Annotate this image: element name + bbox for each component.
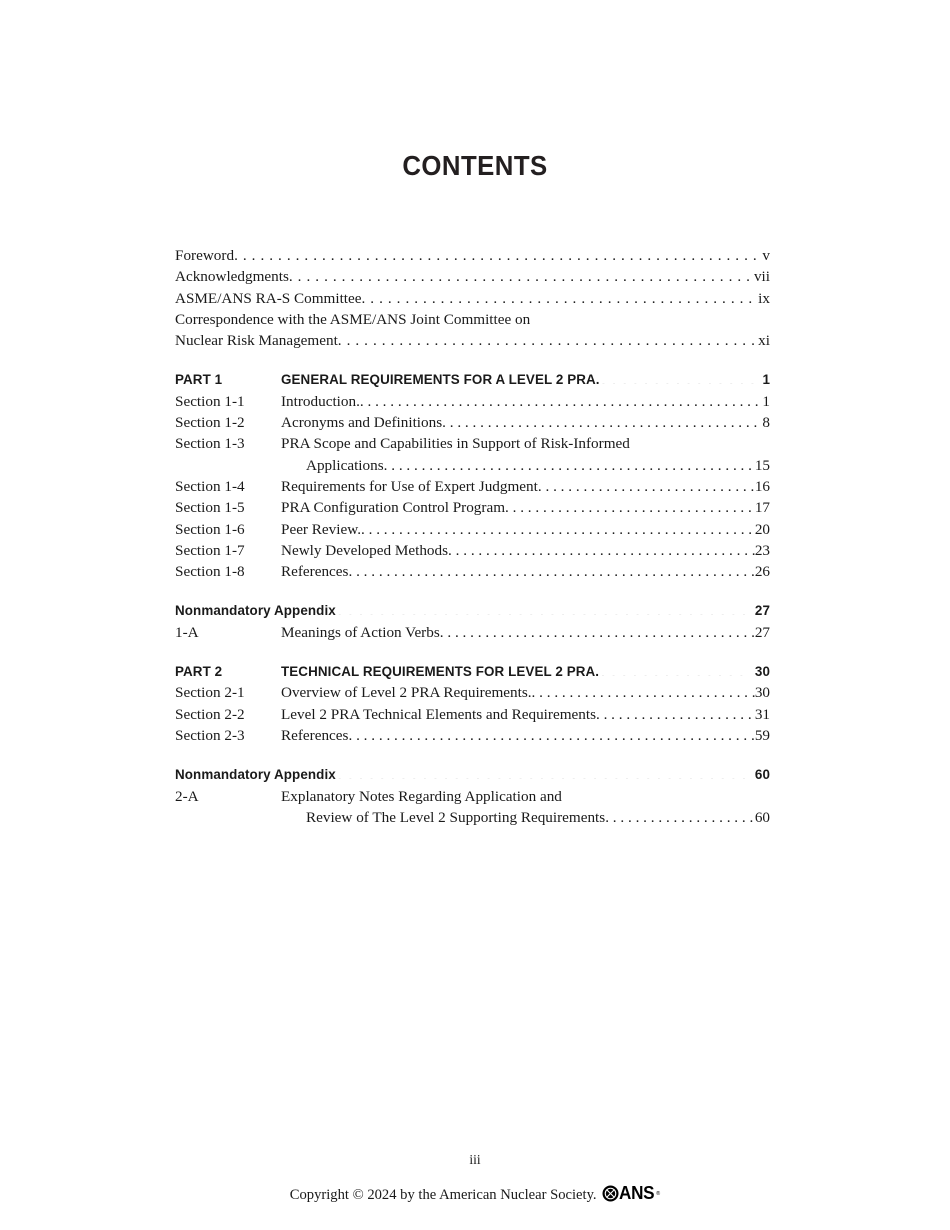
part-1-block xyxy=(175,369,770,582)
toc-page-number: 31 xyxy=(754,705,770,723)
toc-page-number: 27 xyxy=(754,623,770,641)
ans-logo xyxy=(602,1183,661,1204)
toc-entry-appendix-2-a[interactable] xyxy=(175,786,770,829)
toc-entry-label: Section 1-6 xyxy=(175,520,245,538)
dot-leader xyxy=(596,704,755,719)
dot-leader xyxy=(505,497,755,512)
toc-entry-body xyxy=(281,682,770,703)
toc-entry-title: References xyxy=(281,563,349,581)
toc-entry-body xyxy=(281,704,770,725)
toc-entry-title: Meanings of Action Verbs xyxy=(281,623,440,641)
toc-page-number: 26 xyxy=(754,563,770,581)
toc-entry-title: Newly Developed Methods xyxy=(281,541,449,559)
toc-entry-label: Section 1-3 xyxy=(175,435,245,453)
part-2-block xyxy=(175,661,770,746)
dot-leader xyxy=(360,391,763,406)
toc-entry-correspondence[interactable] xyxy=(175,309,770,352)
toc-entry-title: PRA Scope and Capabilities in Support of Risk-Informed xyxy=(281,435,630,453)
toc-entry-section-1-6[interactable] xyxy=(175,519,770,540)
toc-entry-body xyxy=(281,391,770,412)
toc-entry-section-1-5[interactable] xyxy=(175,497,770,518)
toc-entry-section-1-2[interactable] xyxy=(175,412,770,433)
toc-entry-foreword[interactable] xyxy=(175,245,770,266)
toc-entry-section-1-4[interactable] xyxy=(175,476,770,497)
toc-entry-body xyxy=(281,725,770,746)
toc-entry-title: GENERAL REQUIREMENTS FOR A LEVEL 2 PRA. xyxy=(281,372,600,388)
toc-entry-label: Section 2-1 xyxy=(175,684,245,702)
ans-atom-icon xyxy=(602,1185,619,1202)
toc-entry-label: Section 1-1 xyxy=(175,392,245,410)
toc-entry-continuation xyxy=(281,807,770,828)
toc-entry-title-line2: Review of The Level 2 Supporting Requirements xyxy=(306,808,606,826)
dot-leader xyxy=(448,540,755,555)
toc-heading-part-2[interactable] xyxy=(175,661,770,682)
toc-entry-label: Section 1-8 xyxy=(175,563,245,581)
toc-entry-title: Acknowledgments xyxy=(175,268,289,286)
toc-entry-section-1-3[interactable] xyxy=(175,433,770,476)
toc-entry-body xyxy=(175,330,770,351)
toc-entry-title: Level 2 PRA Technical Elements and Requirements xyxy=(281,705,596,723)
dot-leader xyxy=(289,266,753,281)
toc-page-number: 20 xyxy=(754,520,770,538)
toc-entry-continuation xyxy=(175,330,770,351)
toc-page-number: 15 xyxy=(754,456,770,474)
toc-entry-title: PRA Configuration Control Program xyxy=(281,499,506,517)
toc-page-number: 17 xyxy=(754,499,770,517)
toc-entry-body xyxy=(281,369,770,390)
toc-page-number: 60 xyxy=(754,767,770,783)
toc-entry-title: Peer Review. xyxy=(281,520,361,538)
toc-page-number: 8 xyxy=(762,414,770,432)
toc-entry-title: Nonmandatory Appendix xyxy=(175,767,336,783)
appendix-2-block xyxy=(175,764,770,828)
toc-page-number: xi xyxy=(758,332,770,350)
toc-entry-title: Nonmandatory Appendix xyxy=(175,603,336,619)
toc-entry-section-2-1[interactable] xyxy=(175,682,770,703)
toc-entry-title: Foreword xyxy=(175,247,235,264)
dot-leader xyxy=(602,371,758,384)
toc-entry-label: 1-A xyxy=(175,623,199,641)
toc-entry-title: Overview of Level 2 PRA Requirements. xyxy=(281,684,532,702)
toc-entry-body xyxy=(175,266,770,287)
dot-leader xyxy=(440,622,755,637)
toc-entry-body xyxy=(281,561,770,582)
toc-entry-body xyxy=(281,497,770,518)
ans-registered-mark: ® xyxy=(656,1190,661,1197)
toc-page-number: v xyxy=(762,247,770,264)
dot-leader xyxy=(442,412,762,427)
toc-page-number: ix xyxy=(758,289,770,307)
dot-leader xyxy=(532,682,755,697)
copyright-line xyxy=(0,1183,950,1204)
toc-entry-body xyxy=(281,622,770,643)
toc-page-number: 30 xyxy=(754,664,770,680)
toc-entry-body xyxy=(281,540,770,561)
toc-entry-title: Explanatory Notes Regarding Application and xyxy=(281,787,562,805)
toc-entry-section-2-2[interactable] xyxy=(175,704,770,725)
toc-entry-ra-s-committee[interactable] xyxy=(175,288,770,309)
dot-leader xyxy=(601,663,750,676)
dot-leader xyxy=(384,455,755,470)
dot-leader xyxy=(538,476,755,491)
dot-leader xyxy=(348,725,754,740)
toc-page-number: vii xyxy=(753,268,770,286)
dot-leader xyxy=(362,288,758,303)
toc-entry-body xyxy=(281,661,770,682)
toc-entry-title-line2: Applications xyxy=(306,456,384,474)
toc-entry-section-1-1[interactable] xyxy=(175,391,770,412)
toc-entry-title: Correspondence with the ASME/ANS Joint Committee on xyxy=(175,310,531,328)
appendix-1-block xyxy=(175,600,770,643)
toc-entry-body xyxy=(175,288,770,309)
toc-entry-section-1-8[interactable] xyxy=(175,561,770,582)
toc-entry-body xyxy=(281,433,770,476)
front-matter-block xyxy=(175,245,770,351)
dot-leader xyxy=(348,561,754,576)
dot-leader xyxy=(338,330,757,345)
toc-entry-body xyxy=(281,412,770,433)
toc-page-number: 1 xyxy=(762,372,770,388)
dot-leader xyxy=(361,519,755,534)
toc-heading-nonmandatory-appendix-1[interactable] xyxy=(175,600,770,621)
dot-leader xyxy=(338,602,750,615)
toc-entry-label: Section 1-5 xyxy=(175,499,245,517)
toc-entry-body xyxy=(281,476,770,497)
dot-leader xyxy=(338,766,750,779)
toc-entry-body xyxy=(175,600,770,621)
dot-leader xyxy=(234,245,761,260)
toc-entry-section-2-3[interactable] xyxy=(175,725,770,746)
toc-entry-appendix-1-a[interactable] xyxy=(175,622,770,643)
toc-entry-title-line2: Nuclear Risk Management xyxy=(175,332,338,350)
toc-entry-label: PART 1 xyxy=(175,372,223,388)
dot-leader xyxy=(605,807,755,822)
toc-entry-label: Section 1-4 xyxy=(175,477,245,495)
toc-entry-body xyxy=(281,786,770,829)
toc-heading-nonmandatory-appendix-2[interactable] xyxy=(175,764,770,785)
toc-page-number: 30 xyxy=(754,684,770,702)
table-of-contents xyxy=(175,245,770,828)
toc-page-number: 60 xyxy=(754,808,770,826)
toc-page-number: 27 xyxy=(754,603,770,619)
page-title: CONTENTS xyxy=(402,150,548,181)
toc-page-number: 23 xyxy=(754,541,770,559)
ans-wordmark: ANS xyxy=(618,1183,654,1203)
toc-entry-title: ASME/ANS RA-S Committee xyxy=(175,289,362,307)
toc-entry-body xyxy=(281,519,770,540)
toc-entry-continuation xyxy=(281,455,770,476)
toc-entry-body xyxy=(175,764,770,785)
toc-entry-label: 2-A xyxy=(175,787,199,805)
toc-heading-part-1[interactable] xyxy=(175,369,770,390)
toc-entry-title: Introduction. xyxy=(281,392,360,410)
toc-entry-section-1-7[interactable] xyxy=(175,540,770,561)
toc-entry-label: Section 2-2 xyxy=(175,705,245,723)
toc-entry-title: Requirements for Use of Expert Judgment xyxy=(281,477,538,495)
toc-page-number: 1 xyxy=(762,392,770,410)
toc-entry-label: Section 1-2 xyxy=(175,414,245,432)
toc-entry-acknowledgments[interactable] xyxy=(175,266,770,287)
folio-page-number: iii xyxy=(469,1152,481,1167)
toc-entry-label: PART 2 xyxy=(175,664,223,680)
toc-entry-title: References xyxy=(281,726,349,744)
toc-page-number: 59 xyxy=(754,726,770,744)
toc-entry-body xyxy=(175,245,770,266)
toc-page-number: 16 xyxy=(754,477,770,495)
copyright-text: Copyright © 2024 by the American Nuclear Society. xyxy=(289,1187,597,1203)
toc-entry-label: Section 2-3 xyxy=(175,726,245,744)
toc-entry-title: Acronyms and Definitions xyxy=(281,414,443,432)
toc-entry-title: TECHNICAL REQUIREMENTS FOR LEVEL 2 PRA. xyxy=(281,664,600,680)
toc-entry-label: Section 1-7 xyxy=(175,541,245,559)
